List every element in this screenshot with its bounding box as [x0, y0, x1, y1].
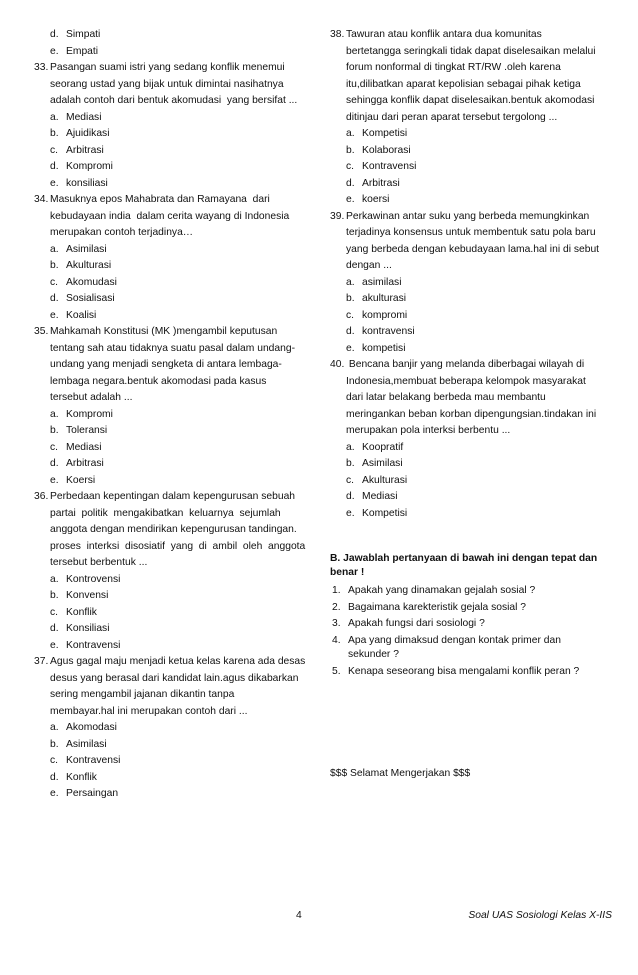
- answer-option: [330, 456, 612, 473]
- essay-question: [330, 617, 612, 632]
- essay-text-line: Apakah yang dinamakan gejalah sosial ?: [348, 585, 536, 596]
- question-text-line: membayar.hal ini merupakan contoh dari ...: [50, 705, 248, 717]
- option-letter: a.: [50, 408, 59, 420]
- answer-option: [34, 407, 310, 424]
- question-number: 34.: [34, 194, 49, 205]
- essay-question: [330, 634, 612, 663]
- question-text-line: Tawuran atau konflik antara dua komunitas: [346, 29, 542, 40]
- option-text: Koopratif: [362, 441, 404, 453]
- option-letter: b.: [50, 260, 59, 271]
- question-text: [50, 654, 310, 720]
- question-text-line: meringankan beban korban dipengungsian.tindakan ini: [346, 408, 597, 420]
- option-text: Arbitrasi: [362, 177, 400, 189]
- question-item: [34, 192, 310, 324]
- essay-question: [330, 584, 612, 599]
- question-item: [34, 489, 310, 654]
- answer-option: [330, 506, 612, 523]
- question-text-line: desus yang berasal dari kandidat lain.agus dikabarkan: [50, 672, 299, 684]
- option-letter: b.: [346, 293, 355, 304]
- question-item: [34, 654, 310, 803]
- question-stem: [330, 357, 612, 440]
- question-number: 35.: [34, 326, 49, 337]
- question-stem: [34, 654, 310, 720]
- option-letter: b.: [50, 738, 59, 750]
- option-letter: e.: [346, 342, 355, 354]
- answer-option: [34, 456, 310, 473]
- answer-option: [34, 786, 310, 803]
- answer-option: [330, 176, 612, 193]
- option-letter: c.: [50, 441, 59, 453]
- option-text: Asimilasi: [362, 458, 403, 469]
- answer-option: [34, 753, 310, 770]
- option-letter: a.: [50, 722, 59, 733]
- essay-number: 3.: [332, 618, 341, 629]
- section-b-heading-line: B. Jawablah pertanyaan di bawah ini dengan tepat dan: [330, 553, 598, 564]
- option-text: Konsiliasi: [66, 623, 110, 634]
- option-text: Konvensi: [66, 590, 109, 601]
- option-text: Persaingan: [66, 788, 119, 799]
- question-number: 38.: [330, 29, 345, 40]
- option-text: Arbitrasi: [66, 458, 104, 469]
- option-letter: e.: [346, 194, 355, 205]
- question-text: [50, 489, 310, 572]
- question-text-line: tentang sah atau tidaknya suatu pasal dalam undang-: [50, 342, 296, 354]
- answer-option: [34, 176, 310, 193]
- question-text-line: Bencana banjir yang melanda diberbagai wilayah di: [346, 359, 585, 370]
- answer-option: [330, 291, 612, 308]
- answer-option: [330, 341, 612, 358]
- essay-text: [348, 601, 526, 616]
- essay-text-line: Apa yang dimaksud dengan kontak primer dan: [348, 634, 561, 646]
- question-text-line: tersebut berbentuk ...: [50, 557, 148, 568]
- option-text: Konflik: [66, 606, 97, 618]
- option-letter: c.: [346, 161, 355, 172]
- answer-option: [330, 489, 612, 506]
- question-text-line: Perbedaan kepentingan dalam kepengurusan sebuah: [50, 491, 296, 502]
- option-text: Kontrovensi: [66, 573, 121, 585]
- option-text: Asimilasi: [66, 738, 107, 750]
- option-text: Mediasi: [66, 111, 102, 123]
- option-letter: c.: [50, 755, 59, 766]
- essay-question: [330, 601, 612, 616]
- question-text-line: tersebut adalah ...: [50, 392, 133, 403]
- option-text: Akomudasi: [66, 276, 117, 288]
- question-item: [34, 60, 310, 192]
- essay-number: 5.: [332, 665, 341, 677]
- option-letter: d.: [50, 623, 59, 634]
- question-text-line: lembaga negara.bentuk akomodasi pada kasus: [50, 375, 267, 387]
- question-text: [50, 60, 310, 110]
- option-text: Kontravensi: [66, 639, 121, 651]
- question-text-line: sering mengambil jajanan dikantin tanpa: [50, 689, 235, 700]
- answer-option: [34, 638, 310, 655]
- option-text: kontravensi: [362, 326, 415, 337]
- option-letter: d.: [50, 161, 59, 172]
- option-text: Konflik: [66, 771, 97, 783]
- answer-option: [34, 44, 310, 61]
- question-text-line: Agus gagal maju menjadi ketua kelas karena ada desas: [50, 656, 306, 667]
- question-text-line: Pasangan suami istri yang sedang konflik menemui: [50, 62, 285, 73]
- option-letter: e.: [346, 507, 355, 519]
- closing-note: $$$ Selamat Mengerjakan $$$: [330, 768, 471, 779]
- option-text: Ajuidikasi: [66, 128, 110, 139]
- answer-option: [330, 159, 612, 176]
- question-text-line: forum nonformal di tingkat RT/RW .oleh karena: [346, 62, 561, 73]
- option-letter: d.: [50, 771, 59, 783]
- option-text: Simpati: [66, 29, 101, 40]
- question-item: [330, 357, 612, 522]
- option-text: Sosialisasi: [66, 293, 115, 304]
- question-text: [346, 27, 612, 126]
- answer-option: [34, 242, 310, 259]
- option-letter: d.: [50, 29, 59, 40]
- answer-option: [330, 440, 612, 457]
- option-text: Kontravensi: [66, 755, 121, 766]
- answer-option: [34, 440, 310, 457]
- answer-option: [330, 143, 612, 160]
- option-text: Koalisi: [66, 309, 97, 321]
- option-text: kompetisi: [362, 342, 406, 354]
- question-stem: [330, 27, 612, 126]
- essay-text: [348, 617, 485, 632]
- question-text: [346, 357, 612, 440]
- question-text-line: seorang ustad yang bijak untuk dimintai nasihatnya: [50, 78, 284, 90]
- essay-text-line: Bagaimana karekteristik gejala sosial ?: [348, 601, 526, 613]
- answer-option: [34, 159, 310, 176]
- answer-option: [34, 621, 310, 638]
- question-text-line: Mahkamah Konstitusi (MK )mengambil keputusan: [50, 326, 278, 337]
- option-letter: e.: [50, 474, 59, 486]
- essay-number: 2.: [332, 601, 341, 613]
- option-letter: b.: [346, 144, 355, 156]
- option-letter: e.: [50, 639, 59, 651]
- question-number: 33.: [34, 62, 49, 73]
- essay-text-line: Apakah fungsi dari sosiologi ?: [348, 618, 485, 629]
- option-text: Toleransi: [66, 425, 108, 436]
- question-text-line: terjadinya konsensus untuk membentuk satu pola baru: [346, 227, 596, 238]
- option-letter: b.: [346, 458, 355, 469]
- essay-question: [330, 665, 612, 680]
- option-letter: b.: [50, 128, 59, 139]
- essay-number: 1.: [332, 585, 341, 596]
- option-letter: a.: [346, 276, 355, 288]
- option-text: Kompromi: [66, 408, 113, 420]
- document-footer-title: Soal UAS Sosiologi Kelas X-IIS: [468, 910, 612, 921]
- option-text: koersi: [362, 194, 390, 205]
- option-letter: e.: [50, 788, 59, 799]
- answer-option: [34, 143, 310, 160]
- question-text-line: itu,dilibatkan aparat kepolisian sebagai pihak ketiga: [346, 78, 581, 90]
- question-text-line: bertetangga seringkali tidak dapat diselesaikan melalui: [346, 45, 596, 57]
- question-text-line: yang berbeda dengan kebudayaan lama.hal ini di sebut: [346, 243, 600, 255]
- question-number: 40.: [330, 359, 345, 370]
- option-letter: c.: [346, 309, 355, 321]
- section-b-heading-line: benar !: [330, 567, 365, 578]
- answer-option: [330, 473, 612, 490]
- option-text: konsiliasi: [66, 177, 108, 189]
- answer-option: [34, 291, 310, 308]
- answer-option: [34, 737, 310, 754]
- option-letter: a.: [346, 441, 355, 453]
- essay-text: [348, 584, 535, 599]
- option-text: akulturasi: [362, 293, 407, 304]
- answer-option: [34, 423, 310, 440]
- question-text-line: merupakan contoh terjadinya…: [50, 227, 194, 238]
- option-letter: a.: [50, 573, 59, 585]
- answer-option: [34, 588, 310, 605]
- left-column: [34, 27, 310, 803]
- question-text: [50, 324, 310, 407]
- option-letter: a.: [346, 128, 355, 139]
- answer-option: [34, 605, 310, 622]
- page-number: 4: [296, 910, 302, 921]
- right-column: [330, 27, 612, 681]
- question-text-line: partai politik mengakibatkan keluarnya sejumlah: [50, 507, 281, 519]
- answer-option: [330, 324, 612, 341]
- question-text-line: dengan ...: [346, 260, 392, 271]
- essay-text: [348, 665, 579, 680]
- answer-option: [34, 126, 310, 143]
- answer-option: [330, 126, 612, 143]
- option-text: Mediasi: [66, 441, 102, 453]
- answer-option: [34, 27, 310, 44]
- option-letter: d.: [346, 326, 355, 337]
- answer-option: [34, 770, 310, 787]
- option-letter: b.: [50, 425, 59, 436]
- question-text-line: ditinjau dari peran aparat tersebut tergolong ...: [346, 111, 558, 123]
- question-item: [34, 324, 310, 489]
- option-text: Kompromi: [66, 161, 113, 172]
- option-letter: a.: [50, 111, 59, 123]
- question-stem: [34, 60, 310, 110]
- option-letter: a.: [50, 243, 59, 255]
- question-text-line: sehingga konflik dapat diselesaikan.bentuk akomodasi: [346, 95, 595, 106]
- option-text: asimilasi: [362, 276, 402, 288]
- answer-option: [34, 720, 310, 737]
- essay-text: [348, 634, 561, 663]
- answer-option: [34, 258, 310, 275]
- question-text-line: merupakan pola interksi berbentu ...: [346, 425, 511, 436]
- question-item: [330, 27, 612, 209]
- question-text-line: undang yang menjadi sengketa di antara lembaga-: [50, 359, 282, 370]
- question-number: 36.: [34, 491, 49, 502]
- answer-option: [330, 308, 612, 325]
- question-text-line: anggota dengan mendirikan kepengurusan tandingan.: [50, 524, 297, 535]
- option-text: Mediasi: [362, 491, 398, 502]
- option-letter: e.: [50, 309, 59, 321]
- essay-text-line: Kenapa seseorang bisa mengalami konflik peran ?: [348, 665, 580, 677]
- option-text: Empati: [66, 45, 99, 57]
- question-number: 39.: [330, 210, 345, 222]
- answer-option: [34, 275, 310, 292]
- essay-text-line: sekunder ?: [348, 649, 399, 660]
- question-stem: [34, 192, 310, 242]
- answer-option: [330, 192, 612, 209]
- question-stem: [330, 209, 612, 275]
- question-text: [346, 209, 612, 275]
- option-text: Kolaborasi: [362, 144, 411, 156]
- question-stem: [34, 324, 310, 407]
- option-letter: d.: [50, 458, 59, 469]
- question-text: [50, 192, 310, 242]
- option-text: Asimilasi: [66, 243, 107, 255]
- option-text: Akulturasi: [66, 260, 112, 271]
- question-text-line: kebudayaan india dalam cerita wayang di Indonesia: [50, 210, 290, 222]
- option-text: Akomodasi: [66, 722, 117, 733]
- question-text-line: proses interksi disosiatif yang di ambil oleh anggota: [50, 540, 306, 552]
- option-text: Kompetisi: [362, 128, 408, 139]
- question-number: 37.: [34, 656, 49, 667]
- question-item: [330, 209, 612, 358]
- option-text: Kompetisi: [362, 507, 408, 519]
- option-text: Koersi: [66, 474, 96, 486]
- essay-number: 4.: [332, 634, 341, 646]
- question-text-line: Masuknya epos Mahabrata dan Ramayana dari: [50, 194, 270, 205]
- option-letter: d.: [346, 491, 355, 502]
- question-text-line: adalah contoh dari bentuk akomudasi yang bersifat ...: [50, 95, 298, 106]
- answer-option: [330, 275, 612, 292]
- option-letter: d.: [50, 293, 59, 304]
- option-letter: e.: [50, 177, 59, 189]
- option-text: kompromi: [362, 309, 408, 321]
- answer-option: [34, 110, 310, 127]
- answer-option: [34, 572, 310, 589]
- option-letter: c.: [50, 144, 59, 156]
- question-text-line: Indonesia,membuat beberapa kelompok masyarakat: [346, 375, 586, 387]
- option-letter: c.: [346, 474, 355, 486]
- question-text-line: Perkawinan antar suku yang berbeda memungkinkan: [346, 210, 590, 222]
- answer-option: [34, 308, 310, 325]
- answer-option: [34, 473, 310, 490]
- option-letter: c.: [50, 276, 59, 288]
- option-text: Arbitrasi: [66, 144, 104, 156]
- option-letter: d.: [346, 177, 355, 189]
- option-text: Kontravensi: [362, 161, 417, 172]
- essay-question-list: [330, 584, 612, 679]
- option-letter: e.: [50, 45, 59, 57]
- question-text-line: dari latar belakang berbeda mau membantu: [346, 392, 546, 403]
- option-letter: b.: [50, 590, 59, 601]
- section-b-heading: [330, 552, 612, 580]
- option-text: Akulturasi: [362, 474, 408, 486]
- question-stem: [34, 489, 310, 572]
- option-letter: c.: [50, 606, 59, 618]
